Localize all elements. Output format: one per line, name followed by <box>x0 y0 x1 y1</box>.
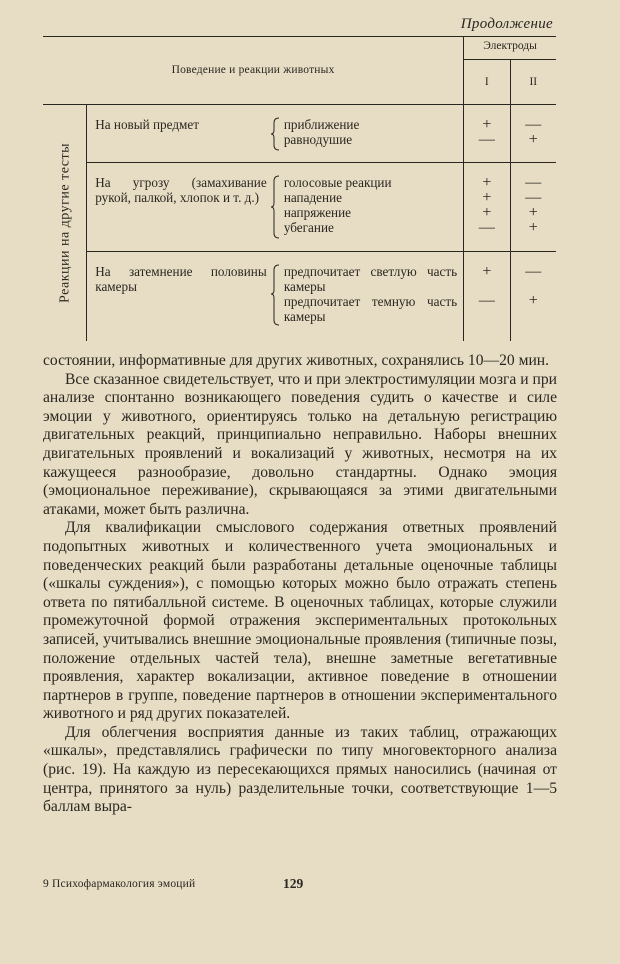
group-label-cell <box>43 105 87 341</box>
responses-cell <box>284 105 464 163</box>
stimulus-cell <box>87 163 269 252</box>
response-item: предпочитает светлую часть камеры <box>283 264 458 294</box>
response-item: нападение <box>283 190 342 205</box>
value-mark: + <box>528 292 538 309</box>
group-label: Реакции на другие тесты <box>57 142 73 303</box>
brace-cell <box>269 252 284 341</box>
value-mark: + <box>482 116 492 133</box>
response-item: приближение <box>283 117 360 132</box>
behavior-table <box>43 36 556 341</box>
paragraph: Для облегчения восприятия данные из таких таблиц, отражающих «шкалы», представлялись графически по типу многовекторного анализа (рис. 19). На каждую из пересекающихся прямых наносились (начиная от центра, принятого за нуль) разделительные точки, соответствующие 1—5 баллам выра- <box>43 723 557 816</box>
responses-cell <box>284 252 464 341</box>
electrode-1-values <box>464 252 510 341</box>
header-electrode-1: I <box>464 60 510 105</box>
value-mark: + <box>528 204 538 221</box>
brace-icon <box>271 117 281 151</box>
value-mark: + <box>482 189 492 206</box>
table-header-row <box>43 37 556 60</box>
response-item: голосовые реакции <box>283 175 392 190</box>
table-row <box>43 252 556 341</box>
response-item: напряжение <box>283 205 352 220</box>
table-row <box>43 163 556 252</box>
page-number: 129 <box>283 876 304 891</box>
header-electrodes: Электроды <box>464 37 556 60</box>
value-mark: — <box>478 219 495 236</box>
brace-icon <box>271 264 281 326</box>
stimulus-text: На угрозу (замахивание рукой, палкой, хлопок и т. д.) <box>95 175 267 205</box>
body-text <box>43 352 557 817</box>
stimulus-cell <box>87 105 269 163</box>
stimulus-text: На затемнение половины камеры <box>95 264 267 294</box>
header-electrode-2: II <box>510 60 556 105</box>
electrode-1-values <box>464 105 510 163</box>
signature-mark: 9 Психофармакология эмоций <box>43 878 196 890</box>
paragraph: Все сказанное свидетельствует, что и при электростимуляции мозга и при анализе спонтанно возникающего поведения судить о качестве и силе эмоции у животного, ориентируясь только на детальную регистрацию двигательных реакций, принципиально неправильно. Наборы внешних двигательных проявлений и вокализаций у животных, несмотря на их кажущееся разнообразие, довольно стандартны. Однако эмоция (эмоциональное переживание), скрывающаяся за этими двигательными атаками, может быть различна. <box>43 370 557 518</box>
paragraph: состоянии, информативные для других животных, сохранялись 10—20 мин. <box>43 352 550 369</box>
value-mark: — <box>525 174 542 191</box>
value-mark: — <box>478 131 495 148</box>
stimulus-text: На новый предмет <box>95 117 200 132</box>
value-mark: — <box>525 263 542 280</box>
electrode-2-values <box>510 105 556 163</box>
value-mark: + <box>528 219 538 236</box>
stimulus-cell <box>87 252 269 341</box>
responses-cell <box>284 163 464 252</box>
brace-icon <box>271 175 281 239</box>
value-mark: — <box>478 292 495 309</box>
value-mark: + <box>482 263 492 280</box>
header-behavior: Поведение и реакции животных <box>43 37 464 105</box>
brace-cell <box>269 105 284 163</box>
paragraph: Для квалификации смыслового содержания ответных проявлений подопытных животных и количественного учета эмоциональных и поведенческих реакций были разработаны детальные оценочные таблицы («шкалы суждения»), с помощью которых можно было отражать степень ответа по пятибалльной системе. В оценочных таблицах, которые служили промежуточной формой отражения экспериментальных протокольных записей, учитывались внешние эмоциональные проявления (типичные позы, положение отдельных частей тела), внешне заметные вегетативные проявления, характер вокализации, активное поведение в отношении партнеров в группе, поведение партнеров в отношении экспериментального животного и ряд других показателей. <box>43 519 557 723</box>
value-mark: + <box>528 131 538 148</box>
electrode-1-values <box>464 163 510 252</box>
electrode-2-values <box>510 252 556 341</box>
response-item: равнодушие <box>283 132 353 147</box>
value-mark: — <box>525 116 542 133</box>
response-item: убегание <box>283 220 334 235</box>
continuation-label: Продолжение <box>460 16 553 32</box>
response-item: предпочитает темную часть камеры <box>283 294 458 324</box>
value-mark: + <box>482 174 492 191</box>
electrode-2-values <box>510 163 556 252</box>
brace-cell <box>269 163 284 252</box>
value-mark: — <box>525 189 542 206</box>
value-mark: + <box>482 204 492 221</box>
table-row <box>43 105 556 163</box>
